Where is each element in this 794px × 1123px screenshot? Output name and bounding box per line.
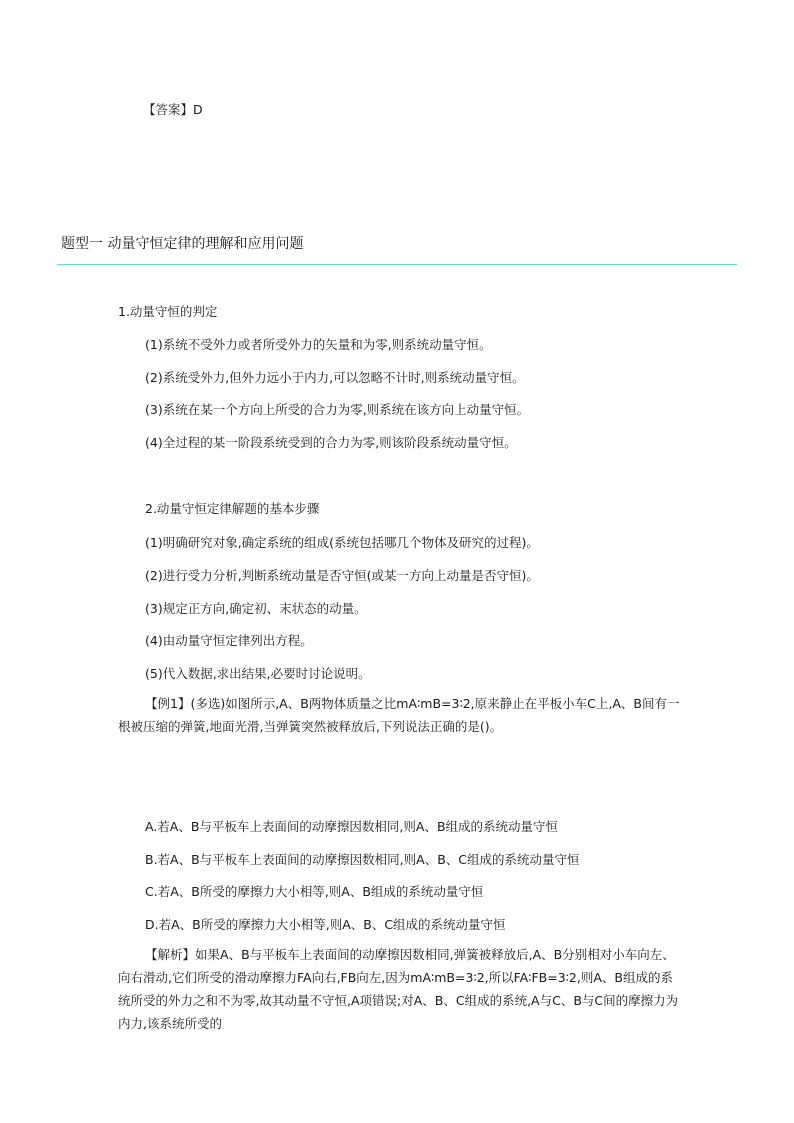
section1-item: (3)系统在某一个方向上所受的合力为零,则系统在该方向上动量守恒。 [145,402,530,417]
section2-item: (4)由动量守恒定律列出方程。 [145,633,313,648]
answer-line: 【答案】D [143,102,203,117]
section1-title: 1.动量守恒的判定 [118,304,218,319]
section2-item: (3)规定正方向,确定初、末状态的动量。 [145,601,367,616]
heading-divider [57,264,737,265]
section2-item: (5)代入数据,求出结果,必要时讨论说明。 [145,666,371,681]
analysis-label: 【解析】 [145,947,196,962]
section1-item: (4)全过程的某一阶段系统受到的合力为零,则该阶段系统动量守恒。 [145,435,517,450]
section1-item: (1)系统不受外力或者所受外力的矢量和为零,则系统动量守恒。 [145,337,492,352]
section-heading: 题型一 动量守恒定律的理解和应用问题 [61,236,304,252]
section2-title: 2.动量守恒定律解题的基本步骤 [145,501,320,516]
example-text: (多选)如图所示,A、B两物体质量之比mA∶mB=3∶2,原来静止在平板小车C上,A、B间有一根被压缩的弹簧,地面光滑,当弹簧突然被释放后,下列说法正确的是()。 [118,696,680,734]
option-b: B.若A、B与平板车上表面间的动摩擦因数相同,则A、B、C组成的系统动量守恒 [145,852,580,867]
example-paragraph [118,692,684,738]
section2-item: (1)明确研究对象,确定系统的组成(系统包括哪几个物体及研究的过程)。 [145,535,539,550]
option-c: C.若A、B所受的摩擦力大小相等,则A、B组成的系统动量守恒 [145,884,484,899]
section1-item: (2)系统受外力,但外力远小于内力,可以忽略不计时,则系统动量守恒。 [145,370,525,385]
example-label: 【例1】 [145,696,191,711]
analysis-text: 如果A、B与平板车上表面间的动摩擦因数相同,弹簧被释放后,A、B分别相对小车向左、向右滑动,它们所受的滑动摩擦力FA向右,FB向左,因为mA∶mB=3∶2,所以FA∶FB=3∶2,则A、B组成的系统所受的外力之和不为零,故其动量不守恒,A项错误;对A、B、C组成的系统,A与C、B与C间的摩擦力为内力,该系统所受的 [118,947,679,1031]
analysis-paragraph [118,943,684,1035]
option-d: D.若A、B所受的摩擦力大小相等,则A、B、C组成的系统动量守恒 [145,917,506,932]
option-a: A.若A、B与平板车上表面间的动摩擦因数相同,则A、B组成的系统动量守恒 [145,819,559,834]
section2-item: (2)进行受力分析,判断系统动量是否守恒(或某一方向上动量是否守恒)。 [145,568,539,583]
